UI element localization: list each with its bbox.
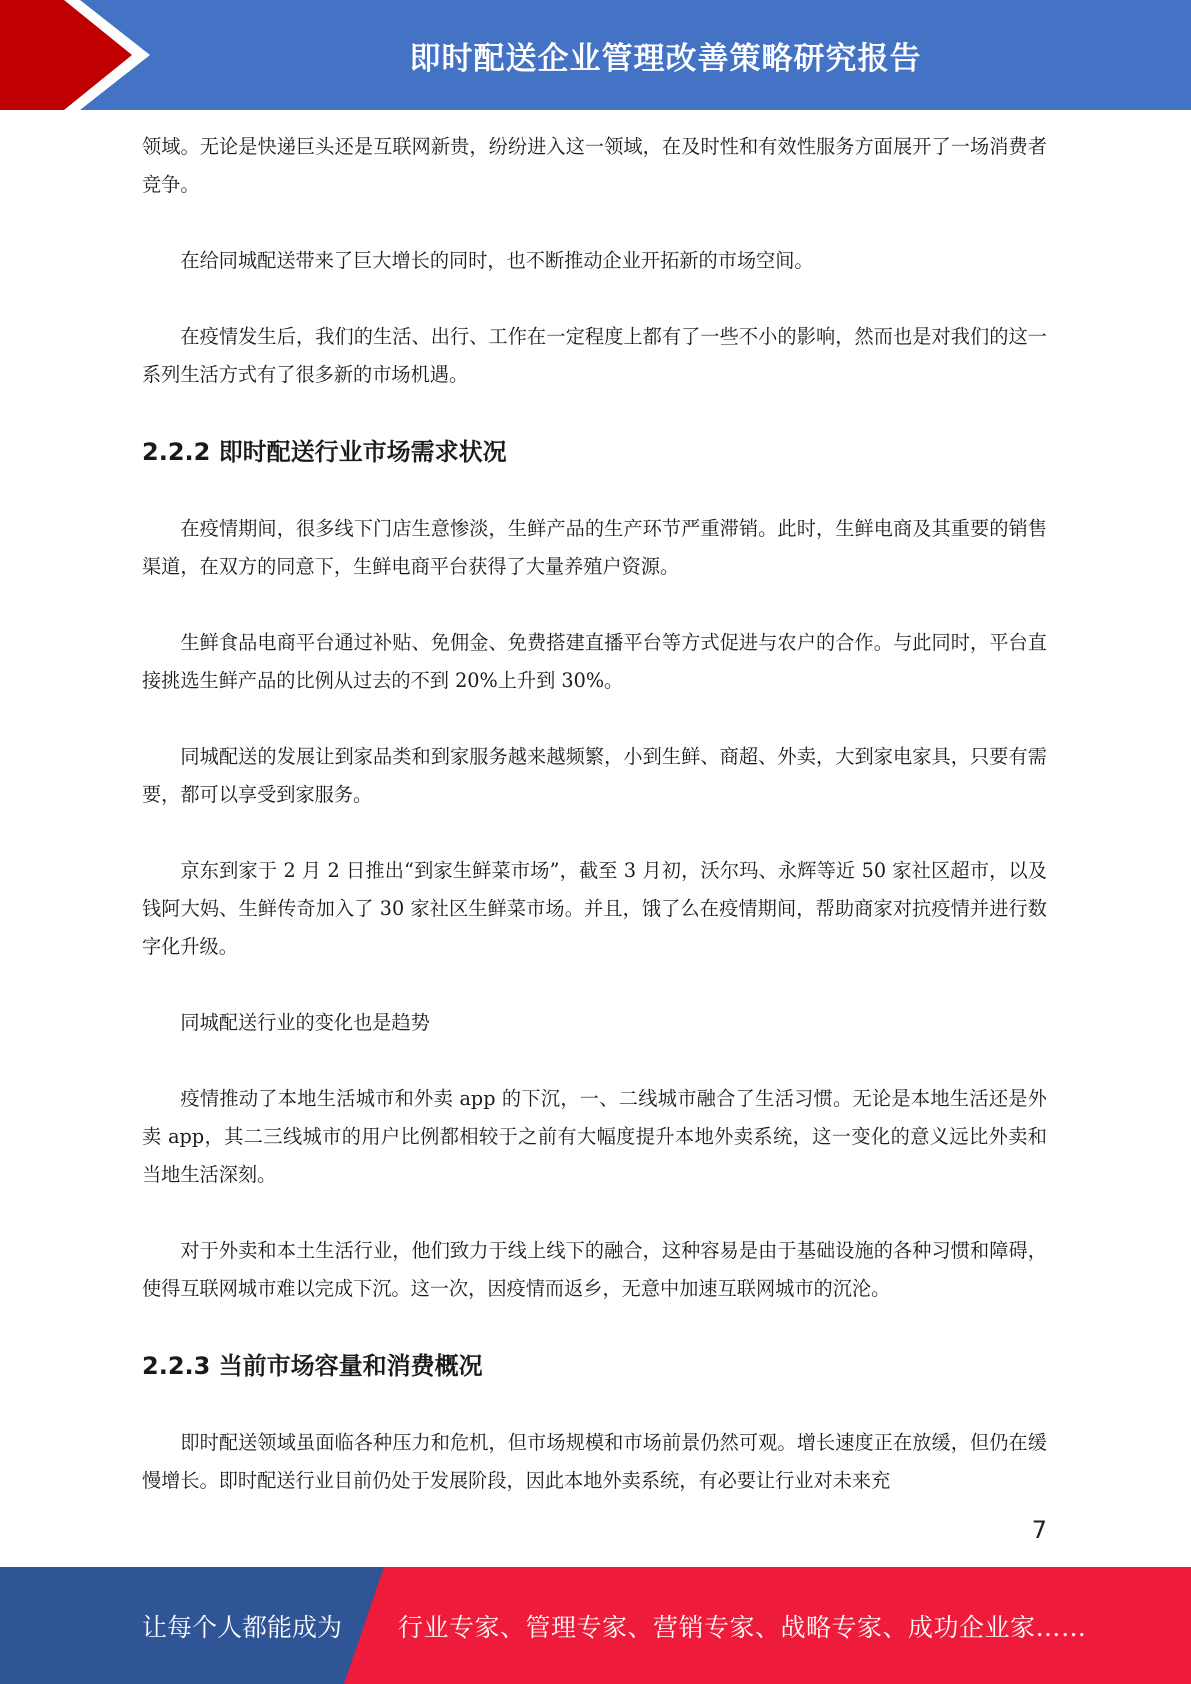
section-heading-2-2-3: 2.2.3 当前市场容量和消费概况: [142, 1352, 483, 1380]
red-arrow-icon: [0, 0, 160, 110]
paragraph: 京东到家于 2 月 2 日推出“到家生鲜菜市场”，截至 3 月初，沃尔玛、永辉等近 50 家社区超市，以及钱阿大妈、生鲜传奇加入了 30 家社区生鲜菜市场。并且，饿了么在疫情期间，帮助商家对抗疫情并进行数字化升级。: [142, 859, 1047, 958]
paragraph: 即时配送领域虽面临各种压力和危机，但市场规模和市场前景仍然可观。增长速度正在放缓，但仍在缓慢增长。即时配送行业目前仍处于发展阶段，因此本地外卖系统，有必要让行业对未来充: [142, 1431, 1047, 1492]
document-body: [142, 128, 1047, 1538]
report-title: 即时配送企业管理改善策略研究报告: [409, 40, 922, 77]
section-heading-2-2-2: 2.2.2 即时配送行业市场需求状况: [142, 438, 507, 466]
paragraph: 在疫情发生后，我们的生活、出行、工作在一定程度上都有了一些不小的影响，然而也是对我们的这一系列生活方式有了很多新的市场机遇。: [142, 325, 1047, 386]
page-footer: [0, 1567, 1191, 1684]
footer-slogan-left: 让每个人都能成为: [142, 1612, 343, 1642]
page-number: 7: [1031, 1516, 1047, 1544]
paragraph: 在给同城配送带来了巨大增长的同时，也不断推动企业开拓新的市场空间。: [180, 249, 814, 272]
paragraph: 同城配送的发展让到家品类和到家服务越来越频繁，小到生鲜、商超、外卖，大到家电家具，只要有需要，都可以享受到家服务。: [142, 745, 1047, 806]
paragraph: 同城配送行业的变化也是趋势: [180, 1011, 430, 1034]
paragraph: 对于外卖和本土生活行业，他们致力于线上线下的融合，这种容易是由于基础设施的各种习惯和障碍，使得互联网城市难以完成下沉。这一次，因疫情而返乡，无意中加速互联网城市的沉沦。: [142, 1239, 1047, 1300]
paragraph: 生鲜食品电商平台通过补贴、免佣金、免费搭建直播平台等方式促进与农户的合作。与此同时，平台直接挑选生鲜产品的比例从过去的不到 20%上升到 30%。: [142, 631, 1047, 692]
paragraph: 领域。无论是快递巨头还是互联网新贵，纷纷进入这一领域，在及时性和有效性服务方面展开了一场消费者竞争。: [142, 135, 1047, 196]
paragraph: 在疫情期间，很多线下门店生意惨淡，生鲜产品的生产环节严重滞销。此时，生鲜电商及其重要的销售渠道，在双方的同意下，生鲜电商平台获得了大量养殖户资源。: [142, 517, 1047, 578]
paragraph: 疫情推动了本地生活城市和外卖 app 的下沉，一、二线城市融合了生活习惯。无论是本地生活还是外卖 app，其二三线城市的用户比例都相较于之前有大幅度提升本地外卖系统，这一变化的意义远比外卖和当地生活深刻。: [142, 1087, 1047, 1186]
footer-slogan-right: 行业专家、管理专家、营销专家、战略专家、成功企业家……: [398, 1612, 1087, 1642]
page-header: [0, 0, 1191, 110]
